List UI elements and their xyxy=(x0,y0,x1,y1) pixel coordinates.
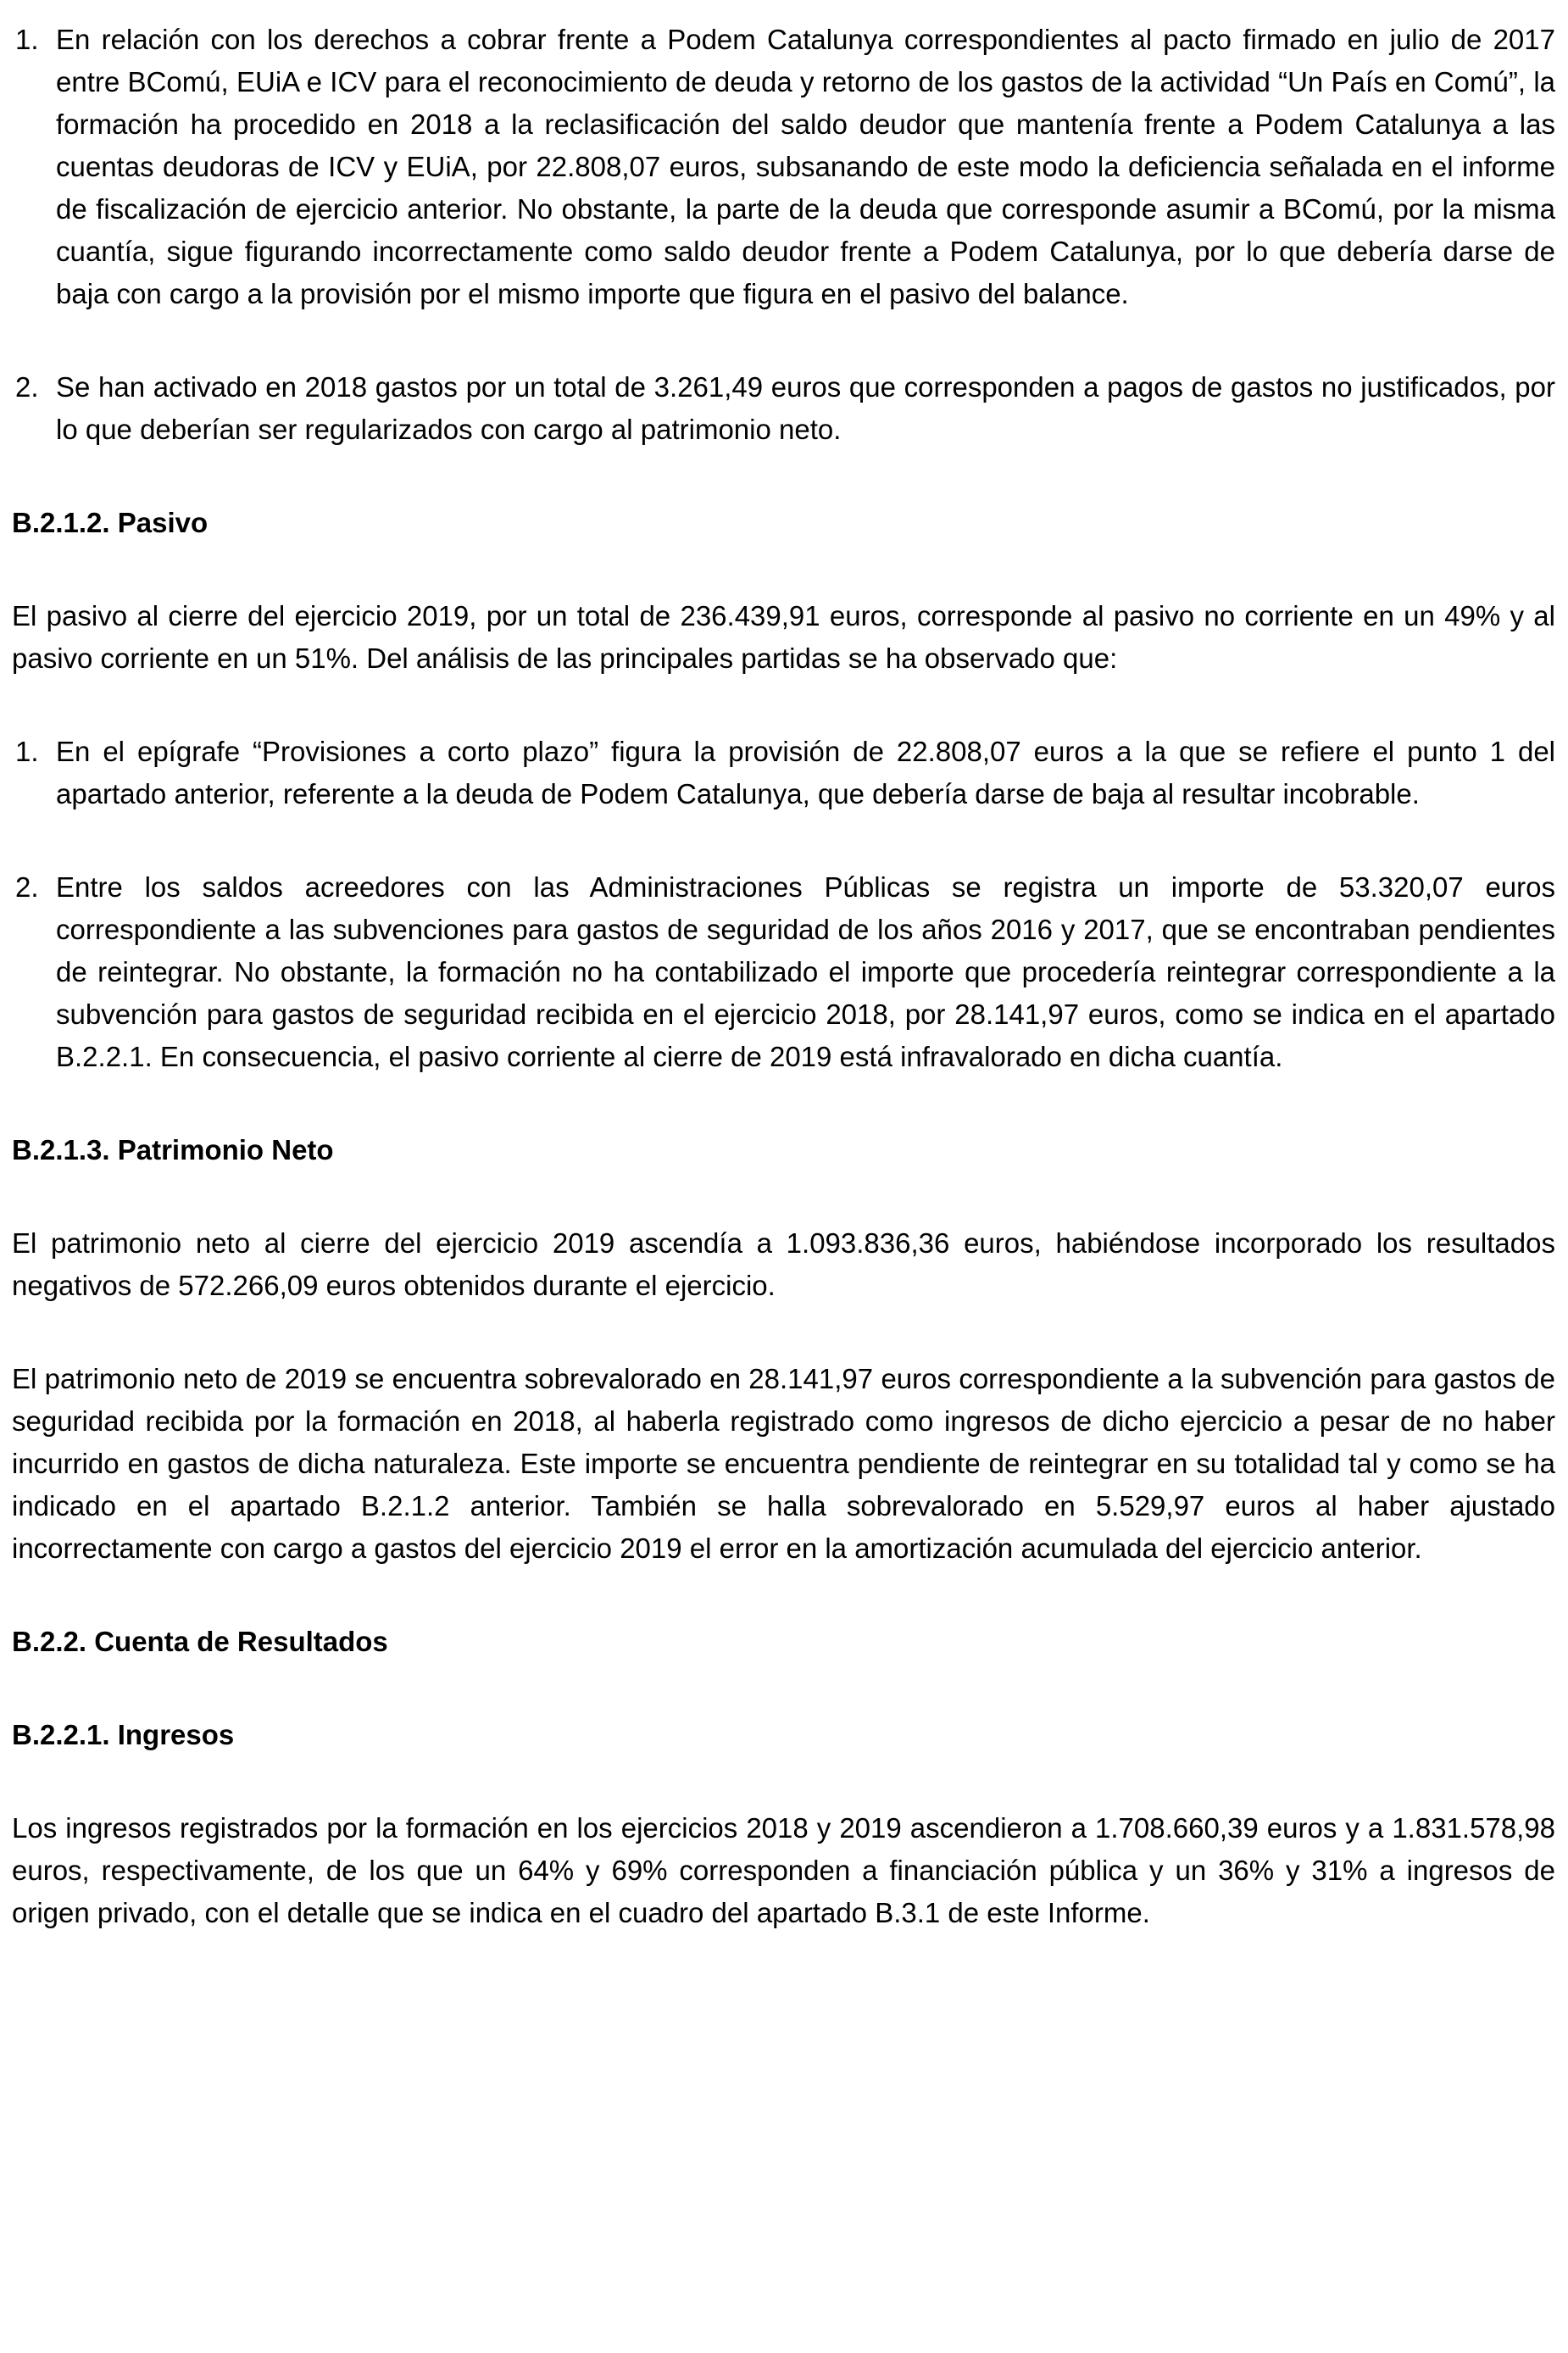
patrimonio-paragraph-1: El patrimonio neto al cierre del ejercicio 2019 ascendía a 1.093.836,36 euros, habiéndose incorporado los resultados negativos de 572.266,09 euros obtenidos durante el ejercicio. xyxy=(12,1227,1555,1301)
observation-item-activo-2 xyxy=(12,366,1555,451)
section-heading-ingresos: B.2.2.1. Ingresos xyxy=(12,1719,235,1750)
section-heading-patrimonio-neto: B.2.1.3. Patrimonio Neto xyxy=(12,1134,334,1165)
ingresos-paragraph: Los ingresos registrados por la formación en los ejercicios 2018 y 2019 ascendieron a 1.708.660,39 euros y a 1.831.578,98 euros, respectivamente, de los que un 64% y 69% corresponden a financiación pública y un 36% y 31% a ingresos de origen privado, con el detalle que se indica en el cuadro del apartado B.3.1 de este Informe. xyxy=(12,1812,1555,1928)
list-marker: 1. xyxy=(15,736,39,767)
observation-item-pasivo-2 xyxy=(12,866,1555,1078)
patrimonio-paragraph-2: El patrimonio neto de 2019 se encuentra sobrevalorado en 28.141,97 euros correspondiente a la subvención para gastos de seguridad recibida por la formación en 2018, al haberla registrado como ingresos de dicho ejercicio a pesar de no haber incurrido en gastos de dicha naturaleza. Este importe se encuentra pendiente de reintegrar en su totalidad tal y como se ha indicado en el apartado B.2.1.2 anterior. También se halla sobrevalorado en 5.529,97 euros al haber ajustado incorrectamente con cargo a gastos del ejercicio 2019 el error en la amortización acumulada del ejercicio anterior. xyxy=(12,1363,1555,1564)
observation-text: En relación con los derechos a cobrar frente a Podem Catalunya correspondientes al pacto firmado en julio de 2017 entre BComú, EUiA e ICV para el reconocimiento de deuda y retorno de los gastos de la actividad “Un País en Comú”, la formación ha procedido en 2018 a la reclasificación del saldo deudor que mantenía frente a Podem Catalunya a las cuentas deudoras de ICV y EUiA, por 22.808,07 euros, subsanando de este modo la deficiencia señalada en el informe de fiscalización de ejercicio anterior. No obstante, la parte de la deuda que corresponde asumir a BComú, por la misma cuantía, sigue figurando incorrectamente como saldo deudor frente a Podem Catalunya, por lo que debería darse de baja con cargo a la provisión por el mismo importe que figura en el pasivo del balance. xyxy=(56,24,1555,309)
section-heading-cuenta-resultados: B.2.2. Cuenta de Resultados xyxy=(12,1626,388,1657)
document-page xyxy=(12,19,1555,1934)
pasivo-intro-paragraph: El pasivo al cierre del ejercicio 2019, por un total de 236.439,91 euros, corresponde al pasivo no corriente en un 49% y al pasivo corriente en un 51%. Del análisis de las principales partidas se ha observado que: xyxy=(12,600,1555,674)
observation-text: Se han activado en 2018 gastos por un total de 3.261,49 euros que corresponden a pagos de gastos no justificados, por lo que deberían ser regularizados con cargo al patrimonio neto. xyxy=(56,371,1555,445)
list-marker: 1. xyxy=(15,24,39,55)
list-marker: 2. xyxy=(15,371,39,403)
observation-item-activo-1 xyxy=(12,19,1555,315)
observation-text: Entre los saldos acreedores con las Administraciones Públicas se registra un importe de 53.320,07 euros correspondiente a las subvenciones para gastos de seguridad de los años 2016 y 2017, que se encontraban pendientes de reintegrar. No obstante, la formación no ha contabilizado el importe que procedería reintegrar correspondiente a la subvención para gastos de seguridad recibida en el ejercicio 2018, por 28.141,97 euros, como se indica en el apartado B.2.2.1. En consecuencia, el pasivo corriente al cierre de 2019 está infravalorado en dicha cuantía. xyxy=(56,871,1555,1072)
observation-item-pasivo-1 xyxy=(12,731,1555,815)
section-heading-pasivo: B.2.1.2. Pasivo xyxy=(12,507,209,538)
list-marker: 2. xyxy=(15,871,39,903)
observation-text: En el epígrafe “Provisiones a corto plazo” figura la provisión de 22.808,07 euros a la que se refiere el punto 1 del apartado anterior, referente a la deuda de Podem Catalunya, que debería darse de baja al resultar incobrable. xyxy=(56,736,1555,809)
